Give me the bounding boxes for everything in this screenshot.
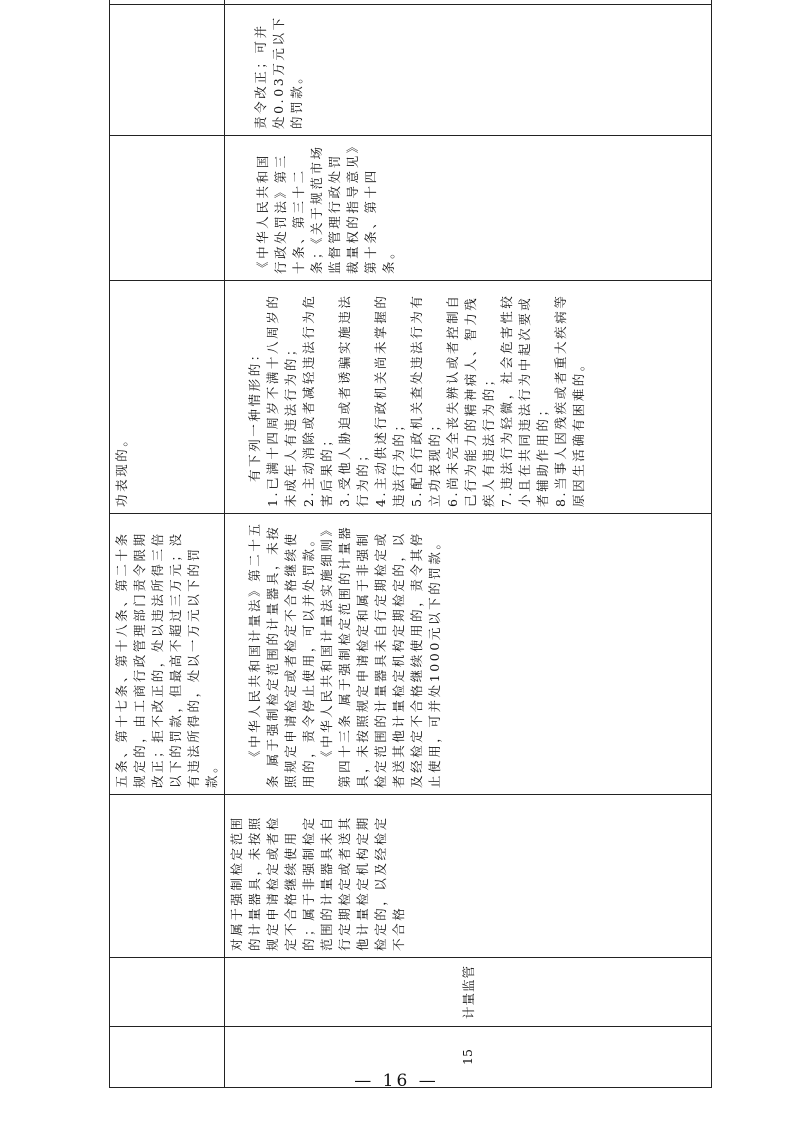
- rotated-table-frame: [109, 15, 694, 1088]
- circumstance-tail-text: 功表现的。: [114, 431, 129, 507]
- violation-condition: [225, 795, 712, 958]
- area-cell: [225, 0, 712, 5]
- basis-paragraph-2: 《中华人民共和国计量法实施细则》第四十三条 属于强制检定范围的计量器具，未按照规定申请检定和属于非强制检定范围的计量器具未自行定期检定或者送其他计量检定机构定期检定的，以及经检定不合格继续使用的，责令其停止使用，可并处1000元以下的罚款。: [319, 521, 442, 788]
- basis-paragraph-1: 《中华人民共和国计量法》第二十五条 属于强制检定范围的计量器具，未按照规定申请检定或者检定不合格继续使用的，责令停止使用，可以并处罚款。: [247, 521, 316, 788]
- circumstances-intro: 有下列一种情形的：: [247, 346, 262, 482]
- violation-condition-text: 对属于强制检定范围的计量器具，未按照规定申请检定或者检定不合格继续使用的；属于非强制检定范围的计量器具未自行定期检定或者送其他计量检定机构定期检定的，以及经检定不合格: [229, 815, 406, 951]
- law-basis-text: 《中华人民共和国行政处罚法》第三十条、第三十二条；《关于规范市场监督管理行政处罚裁量权的指导意见》第十条、第十四条。: [255, 144, 396, 274]
- penalty-discretion-table: [109, 0, 712, 1088]
- item-cell-empty: [110, 958, 225, 1027]
- row-item: 计量监管: [225, 958, 712, 1027]
- circumstance-item-8: 8.当事人因残疾或者重大疾病等原因生活确有困难的。: [553, 293, 586, 507]
- table-row: [110, 0, 225, 1088]
- circumstance-item-4: 4.主动供述行政机关尚未掌握的违法行为的；: [373, 293, 406, 507]
- circumstance-item-2: 2.主动消除或者减轻违法行为危害后果的；: [301, 293, 334, 507]
- law-cell-empty: [110, 136, 225, 281]
- row-number: 15: [225, 1027, 712, 1088]
- condition-cell-empty: [110, 795, 225, 958]
- circumstance-item-7: 7.违法行为轻微，社会危害性较小且在共同违法行为中起次要或者辅助作用的；: [499, 293, 550, 507]
- circumstance-continuation-cell: [110, 281, 225, 514]
- basis-continuation-cell: [110, 514, 225, 795]
- penalty-text: 责令改正；可并处0.03万元以下的罚款。: [253, 15, 304, 129]
- circumstance-item-6: 6.尚未完全丧失辨认或者控制自己行为能力的精神病人、智力残疾人有违法行为的；: [445, 293, 496, 507]
- circumstance-item-1: 1.已满十四周岁不满十八周岁的未成年人有违法行为的；: [265, 293, 298, 507]
- circumstances-cell: [225, 281, 712, 514]
- circumstance-item-5: 5.配合行政机关查处违法行为有立功表现的；: [409, 293, 442, 507]
- table-row: [225, 0, 712, 1088]
- penalty-cell-empty: [110, 5, 225, 136]
- circumstance-item-3: 3.受他人胁迫或者诱骗实施违法行为的；: [337, 293, 370, 507]
- page-number: — 16 —: [354, 1071, 439, 1091]
- legal-basis-cell: [225, 514, 712, 795]
- area-cell-empty: [110, 0, 225, 5]
- basis-tail-text: 五条、第十七条、第十八条、第二十条规定的，由工商行政管理部门责令限期改正；拒不改正的，处以违法所得三倍以下的罚款，但最高不超过三万元；没有违法所得的，处以一万元以下的罚款。: [114, 531, 219, 788]
- law-basis-cell: [225, 136, 712, 281]
- penalty-cell: [225, 5, 712, 136]
